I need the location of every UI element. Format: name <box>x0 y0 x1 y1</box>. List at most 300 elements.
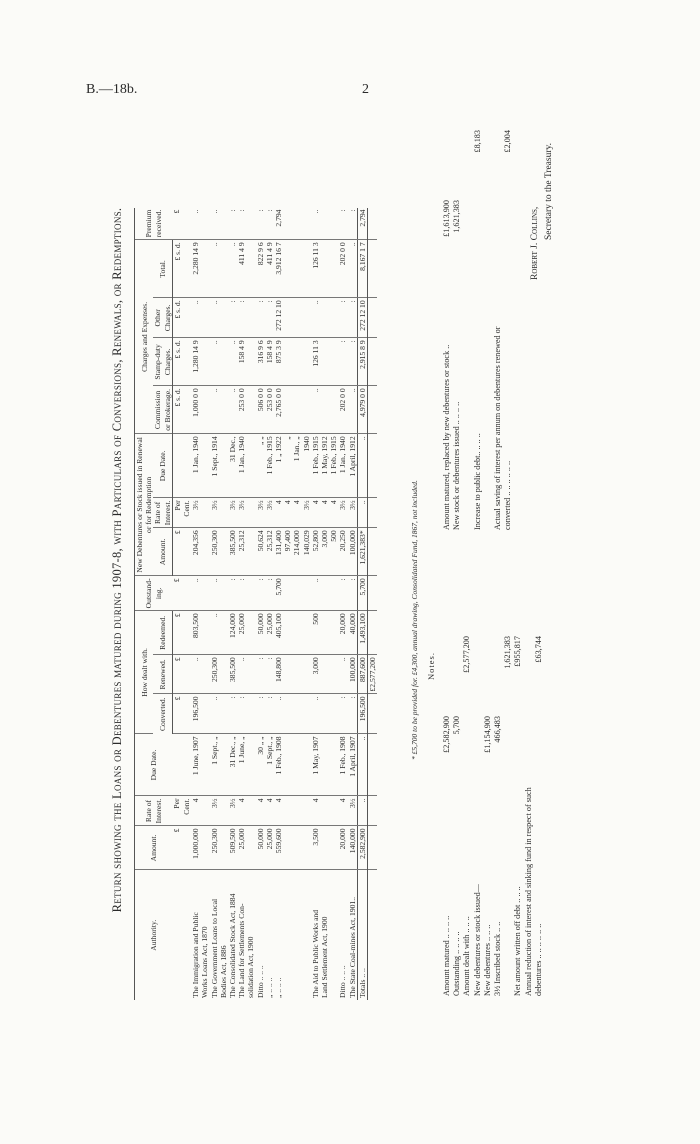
cell-rate <box>338 796 357 826</box>
col-commission: Commission or Brokerage. <box>153 386 172 434</box>
grand-cell <box>368 498 378 528</box>
cell-redeemed <box>338 611 357 655</box>
cell-outstanding <box>191 576 209 611</box>
cell-line: 204,356 <box>191 530 201 556</box>
cell-line: .. <box>191 657 201 662</box>
col-total: Total. <box>153 240 172 298</box>
note-value: £2,577,200 <box>462 636 472 673</box>
cell-line: 272 12 10 <box>274 300 284 331</box>
cell-due <box>311 734 339 796</box>
cell-line: 3½ <box>338 500 348 510</box>
cell-total <box>191 240 209 298</box>
cell-line: : <box>237 209 247 212</box>
cell-stamp <box>191 338 209 386</box>
note-line <box>462 120 472 530</box>
cell-renewed <box>210 655 228 694</box>
cell-line: 3½ <box>347 798 357 808</box>
cell-line: 385,500 <box>228 657 238 683</box>
cell-line: 4 <box>264 798 274 803</box>
cell-line: 506 0 0 <box>255 388 265 412</box>
cell-line: .. <box>209 242 219 247</box>
cell-line: : <box>237 578 247 581</box>
cell-line: Works Loans Act, 1870 <box>200 926 210 998</box>
cell-new-amount <box>338 528 357 576</box>
col-authority: Authority. <box>135 870 173 1000</box>
cell-line: 30 „ „ <box>255 736 265 755</box>
cell-renewed <box>311 655 339 694</box>
cell-rate <box>228 796 256 826</box>
cell-commission <box>228 386 256 434</box>
cell-commission <box>191 386 209 434</box>
cell-line: 4 <box>329 500 339 505</box>
table-row <box>210 208 228 1000</box>
cell-converted <box>338 694 357 734</box>
cell-amount <box>274 826 311 870</box>
cell-commission <box>311 386 339 434</box>
cell-line: 50,000 <box>255 828 265 850</box>
cell-line: 2,794 <box>274 209 284 227</box>
cell-new-due <box>210 434 228 498</box>
cell-rate <box>191 796 209 826</box>
grand-cell <box>368 611 378 655</box>
note-label: Actual saving of interest per annum on debentures renewed or <box>492 326 502 530</box>
cell-line: 3,500 <box>310 828 320 846</box>
cell-line: Ditto .. .. .. <box>338 965 348 998</box>
total-commission: 4,979 0 0 <box>357 386 367 434</box>
cell-line: 25,000 <box>264 613 274 635</box>
cell-rate <box>256 796 274 826</box>
unit: £ <box>172 576 191 611</box>
unit: £ <box>172 528 191 576</box>
cell-rate <box>274 796 311 826</box>
cell-line: 1 April, 1912 <box>347 436 357 477</box>
note-value: 5,700 <box>452 716 462 735</box>
cell-line: 250,300 <box>209 828 219 854</box>
cell-line: Ditto .. .. .. <box>255 965 265 998</box>
cell-line: 25,000 <box>264 828 274 850</box>
cell-line: 3½ <box>228 798 238 808</box>
cell-line: 3½ <box>209 500 219 510</box>
cell-line: 411 4 9 <box>237 242 247 265</box>
cell-stamp <box>210 338 228 386</box>
cell-line: .. <box>237 657 247 662</box>
cell-outstanding <box>228 576 256 611</box>
cell-line: 31 Dec., „ <box>228 736 238 768</box>
unit: £ <box>172 826 191 870</box>
total-stamp: 2,915 8 9 <box>357 338 367 386</box>
cell-line: .. <box>347 388 357 393</box>
cell-new-due <box>274 434 311 498</box>
notes-right <box>442 120 513 530</box>
cell-stamp <box>228 338 256 386</box>
cell-line: 1 Feb., 1908 <box>274 736 284 775</box>
cell-premium <box>311 208 339 240</box>
col-rate: Rate of Interest. <box>135 796 173 826</box>
cell-line: : <box>264 209 274 212</box>
cell-line: 1 June, „ <box>237 736 247 764</box>
cell-line: .. <box>310 578 320 583</box>
cell-line: 4 <box>191 798 201 803</box>
cell-stamp <box>256 338 274 386</box>
note-line <box>493 120 503 530</box>
cell-other <box>311 298 339 338</box>
col-outstanding: Outstand-ing. <box>135 576 173 611</box>
rotated-return-content <box>110 120 700 1000</box>
cell-line: 4 <box>283 500 293 505</box>
cell-line: : <box>255 209 265 212</box>
cell-line: 3,000 <box>320 530 330 548</box>
cell-line: The Government Loans to Local <box>209 898 219 998</box>
cell-outstanding <box>210 576 228 611</box>
cell-line: The Aid to Public Works and <box>310 909 320 998</box>
cell-line: 509,500 <box>228 828 238 854</box>
note-label: converted .. .. .. .. .. .. <box>503 460 513 530</box>
cell-line: 1 Feb., 1908 <box>338 736 348 775</box>
cell-new-rate <box>338 498 357 528</box>
cell-total <box>228 240 256 298</box>
cell-line: 500 <box>329 530 339 542</box>
cell-line: 50,624 <box>255 530 265 552</box>
note-label: debentures .. .. .. .. .. .. <box>533 923 543 996</box>
cell-line: : <box>347 300 357 303</box>
cell-new-due <box>256 434 274 498</box>
units-row <box>172 208 191 1000</box>
cell-line: 131,400 <box>274 530 284 556</box>
note-value: £1,613,900 <box>442 200 451 237</box>
cell-commission <box>210 386 228 434</box>
note-value: £955,817 <box>513 636 523 667</box>
note-label: Annual reduction of interest and sinking fund in respect of such <box>523 787 533 996</box>
cell-due <box>256 734 274 796</box>
cell-line: 3½ <box>237 500 247 510</box>
cell-line: 385,500 <box>228 530 238 556</box>
unit: £ <box>172 694 191 734</box>
note-value: 1,621,383 <box>503 636 513 669</box>
cell-line: : <box>347 696 357 699</box>
cell-line: 40,000 <box>347 613 357 635</box>
cell-line: 1 Jan., 1940 <box>237 436 247 474</box>
unit: £ s. d. <box>172 240 191 298</box>
cell-line: 100,000 <box>347 530 357 556</box>
cell-other <box>228 298 256 338</box>
cell-premium <box>228 208 256 240</box>
cell-line: 196,500 <box>191 696 201 722</box>
cell-amount <box>228 826 256 870</box>
cell-line: 140,000 <box>347 828 357 854</box>
cell-premium <box>256 208 274 240</box>
cell-line: : <box>228 578 238 581</box>
grand-cell <box>368 734 378 796</box>
total-label: Totals .. .. <box>357 870 367 1000</box>
cell-converted <box>311 694 339 734</box>
note-line <box>452 576 462 996</box>
cell-line: 3½ <box>301 500 311 510</box>
cell-line: 559,600 <box>274 828 284 854</box>
col-new-rate: Rate of Interest. <box>153 498 172 528</box>
cell-line: 202 0 0 <box>338 242 348 266</box>
cell-authority <box>228 870 256 1000</box>
col-redeemed: Redeemed. <box>153 611 172 655</box>
cell-line: 1 Feb., 1915 <box>310 436 320 475</box>
cell-new-amount <box>228 528 256 576</box>
cell-line: 1 Jan., „ <box>292 436 302 462</box>
unit: £ <box>172 208 191 240</box>
grand-cell <box>368 298 378 338</box>
unit: £ s. d. <box>172 338 191 386</box>
note-value: £8,183 <box>472 130 482 153</box>
cell-renewed <box>256 655 274 694</box>
note-line <box>503 120 513 530</box>
cell-line: .. <box>228 340 238 345</box>
cell-redeemed <box>256 611 274 655</box>
grand-cell <box>368 386 378 434</box>
footnote: * £5,700 to be provided for. £4,300, annual drawing, Consolidated Fund, 1867, not included. <box>410 480 419 760</box>
table-row <box>338 208 357 1000</box>
cell-line: 1 Feb., 1915 <box>264 436 274 475</box>
note-label: Net amount written off debt .. .. .. <box>513 886 523 996</box>
cell-converted <box>228 694 256 734</box>
cell-renewed <box>338 655 357 694</box>
cell-line: 4 <box>338 798 348 803</box>
cell-line: 1 Sept., „ <box>264 736 274 765</box>
note-line <box>442 576 452 996</box>
cell-line: 126 11 3 <box>310 340 320 367</box>
col-renewed: Renewed. <box>153 655 172 694</box>
cell-line: „ „ <box>255 436 265 446</box>
note-line <box>513 576 523 996</box>
cell-premium <box>274 208 311 240</box>
cell-line: 158 4 9 <box>237 340 247 364</box>
cell-line: : <box>338 340 348 343</box>
cell-line: : <box>264 696 274 699</box>
col-amount: Amount. <box>135 826 173 870</box>
cell-new-amount <box>191 528 209 576</box>
total-redeemed: 1,493,100 <box>357 611 367 655</box>
note-line <box>452 120 462 530</box>
total-renewed: 887,600 <box>357 655 367 694</box>
cell-line: 3½ <box>255 500 265 510</box>
cell-other <box>338 298 357 338</box>
cell-line: : <box>237 696 247 699</box>
cell-converted <box>191 694 209 734</box>
cell-line: 4 <box>237 798 247 803</box>
cell-amount <box>191 826 209 870</box>
cell-authority <box>191 870 209 1000</box>
note-label: Amount matured .. .. .. .. <box>442 915 451 996</box>
note-label: New stock or debentures issued .. .. .. .. <box>452 401 462 530</box>
cell-line: 1940 <box>301 436 311 452</box>
cell-line: : <box>347 340 357 343</box>
cell-line: 3½ <box>264 500 274 510</box>
cell-redeemed <box>210 611 228 655</box>
cell-total <box>274 240 311 298</box>
signature-name: Robert J. Collins, <box>530 206 540 280</box>
total-due: .. <box>357 734 367 796</box>
cell-other <box>274 298 311 338</box>
cell-line: 405,100 <box>274 613 284 639</box>
cell-other <box>191 298 209 338</box>
cell-line: .. <box>209 613 219 618</box>
table-row <box>311 208 339 1000</box>
cell-line: : <box>228 209 238 212</box>
cell-commission <box>338 386 357 434</box>
cell-line: : <box>264 578 274 581</box>
cell-commission <box>256 386 274 434</box>
note-label: Increase to public debt.. .. .. .. <box>472 433 482 530</box>
cell-redeemed <box>311 611 339 655</box>
col-other: Other Charges. <box>153 298 172 338</box>
col-charges: Charges and Expenses. <box>135 240 154 434</box>
grand-cell <box>368 528 378 576</box>
cell-line: 25,000 <box>237 613 247 635</box>
cell-amount <box>256 826 274 870</box>
page-number: 2 <box>362 82 369 97</box>
cell-outstanding <box>311 576 339 611</box>
cell-line: : <box>347 578 357 581</box>
grand-cell <box>368 870 378 1000</box>
note-label: Amount matured, replaced by new debentures or stock .. <box>442 344 451 530</box>
cell-line: „ <box>283 436 293 440</box>
cell-line: : <box>237 300 247 303</box>
col-premium: Premium received. <box>135 208 173 240</box>
cell-stamp <box>274 338 311 386</box>
cell-line: 20,000 <box>338 828 348 850</box>
totals-row <box>357 208 367 1000</box>
cell-amount <box>338 826 357 870</box>
cell-line: 1,000 0 0 <box>191 388 201 417</box>
cell-new-amount <box>210 528 228 576</box>
note-line <box>503 576 513 996</box>
cell-line: 20,000 <box>338 613 348 635</box>
cell-line: .. <box>209 696 219 701</box>
title-rest: Loans or Debentures matured during 1907-8, with Particulars of Conversions, Renewals, or Redemptions. <box>110 207 124 799</box>
cell-line: 100,000 <box>347 657 357 683</box>
cell-line: 25,312 <box>237 530 247 552</box>
cell-line: 1 Jan., 1940 <box>191 436 201 474</box>
cell-line: : <box>255 696 265 699</box>
cell-line: : <box>338 578 348 581</box>
cell-line: : <box>255 578 265 581</box>
col-new-debentures: New Debentures or Stock issued in Renewal or for Redemption <box>135 434 154 576</box>
table-row <box>191 208 209 1000</box>
cell-line: : <box>338 209 348 212</box>
unit: £ <box>172 611 191 655</box>
cell-line: .. <box>191 209 201 214</box>
cell-line: .. <box>310 209 320 214</box>
cell-line: 50,000 <box>255 613 265 635</box>
cell-new-rate <box>274 498 311 528</box>
cell-rate <box>311 796 339 826</box>
grand-cell <box>368 240 378 298</box>
note-line <box>493 576 503 996</box>
cell-redeemed <box>191 611 209 655</box>
grand-cell <box>368 576 378 611</box>
cell-line: 4 <box>320 500 330 505</box>
total-other: 272 12 10 <box>357 298 367 338</box>
cell-line: 140,029 <box>301 530 311 556</box>
note-line <box>534 576 544 996</box>
cell-line: Bodies Act, 1886 <box>218 945 228 998</box>
cell-line: .. <box>310 388 320 393</box>
grand-dealt-row <box>368 208 378 1000</box>
cell-line: 20,250 <box>338 530 348 552</box>
cell-line: 4 <box>274 798 284 803</box>
note-value: £2,004 <box>503 130 513 153</box>
note-line <box>483 120 493 530</box>
cell-line: .. <box>209 340 219 345</box>
table-row <box>274 208 311 1000</box>
cell-line: : <box>228 300 238 303</box>
cell-line: 803,500 <box>191 613 201 639</box>
return-title <box>110 120 125 1000</box>
cell-line: 4 <box>274 500 284 505</box>
cell-line: 52,800 <box>310 530 320 552</box>
cell-line: 250,300 <box>209 530 219 556</box>
cell-line: 1 June, 1907 <box>191 736 201 776</box>
cell-line: 1 May, 1907 <box>310 736 320 775</box>
cell-line: .. <box>310 300 320 305</box>
cell-converted <box>210 694 228 734</box>
cell-converted <box>274 694 311 734</box>
grand-cell <box>368 338 378 386</box>
cell-new-due <box>311 434 339 498</box>
cell-line: The State Coal-mines Act, 1901.. <box>347 896 357 998</box>
page-reference: B.—18b. <box>86 82 138 97</box>
total-rate: .. <box>357 796 367 826</box>
unit: Per Cent. <box>172 498 191 528</box>
cell-line: : <box>255 657 265 660</box>
grand-cell <box>368 434 378 498</box>
cell-line: 202 0 0 <box>338 388 348 412</box>
cell-line: 1,000,000 <box>191 828 201 859</box>
note-label: 3½ Inscribed stock .. .. <box>492 921 502 996</box>
cell-line: : <box>347 209 357 212</box>
total-new-amount: 1,621,383* <box>357 528 367 576</box>
cell-line: : <box>264 657 274 660</box>
cell-line: 4 <box>310 500 320 505</box>
cell-new-due <box>338 434 357 498</box>
cell-new-amount <box>311 528 339 576</box>
note-line <box>524 576 534 996</box>
cell-line: 2,765 0 0 <box>274 388 284 417</box>
cell-stamp <box>338 338 357 386</box>
cell-line: .. <box>274 696 284 701</box>
total-new-rate: .. <box>357 498 367 528</box>
cell-line: 214,000 <box>292 530 302 556</box>
note-value: 466,483 <box>492 716 502 743</box>
cell-other <box>210 298 228 338</box>
note-line <box>442 120 452 530</box>
cell-line: .. <box>310 696 320 701</box>
note-label: Outstanding .. .. .. .. <box>452 931 462 996</box>
cell-line: 3,000 <box>310 657 320 675</box>
cell-line: 124,000 <box>228 613 238 639</box>
cell-authority <box>311 870 339 1000</box>
cell-line: 1 „ 1922 <box>274 436 284 463</box>
cell-total <box>338 240 357 298</box>
cell-line: „ .. .. .. <box>264 977 274 998</box>
total-premium: 2,794 <box>357 208 367 240</box>
cell-stamp <box>311 338 339 386</box>
cell-line: 148,800 <box>274 657 284 683</box>
cell-line: Land Settlement Act, 1900 <box>320 916 330 998</box>
title-lead: Return showing the <box>110 802 124 913</box>
cell-line: 1 Jan., 1940 <box>338 436 348 474</box>
cell-line: 4 <box>292 500 302 505</box>
grand-cell <box>368 826 378 870</box>
cell-authority <box>256 870 274 1000</box>
return-table <box>134 208 377 1000</box>
